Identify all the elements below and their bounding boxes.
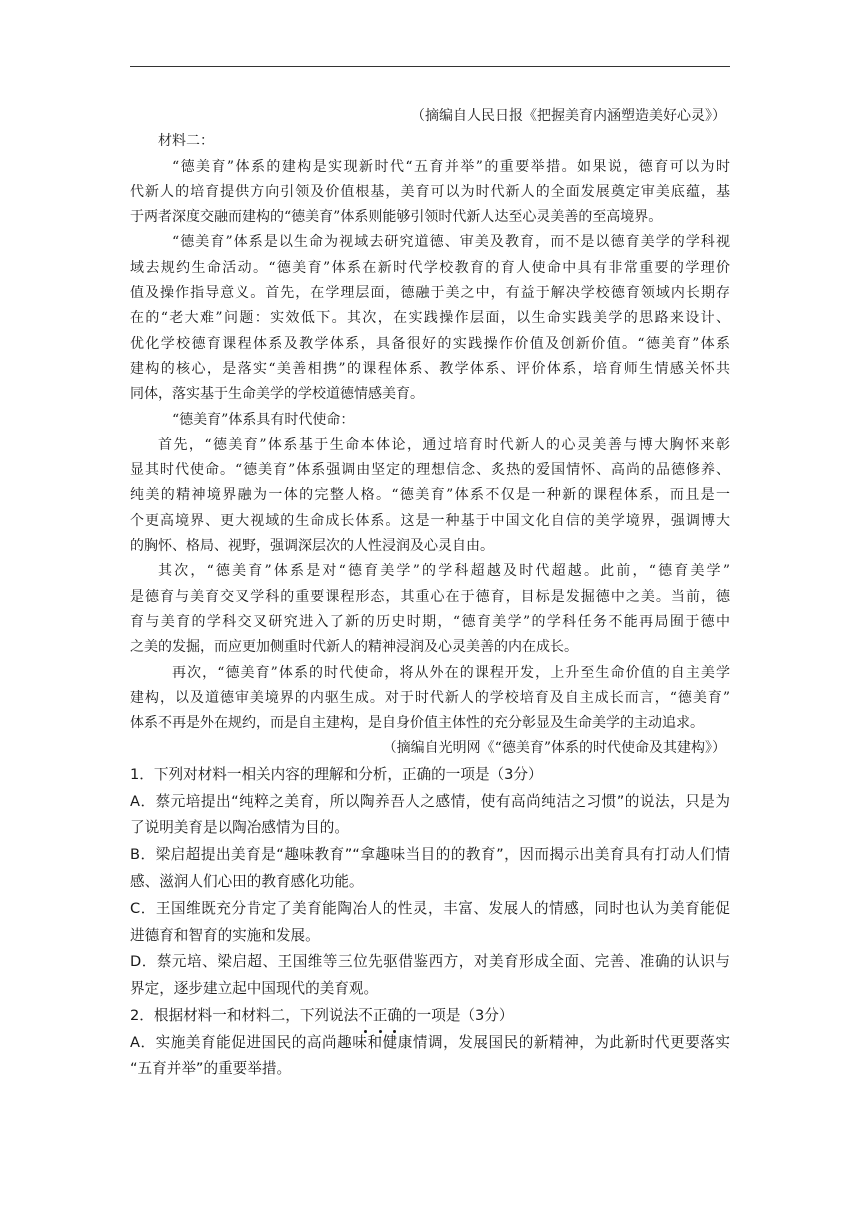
paragraph-line: 于两者深度交融而建构的“德美育”体系则能够引领时代新人达至心灵美善的至高境界。: [130, 209, 663, 226]
option-d-line: D．蔡元培、梁启超、王国维等三位先驱借鉴西方，对美育形成全面、完善、准确的认识与: [130, 953, 730, 971]
paragraph-line: 优化学校德育课程体系及教学体系，具备很好的实践操作价值及创新价值。“德美育”体系: [130, 335, 730, 352]
paragraph-line: 纯美的精神境界融为一体的完整人格。“德美育”体系不仅是一种新的课程体系，而且是一: [130, 487, 730, 504]
source-citation-2: （摘编自光明网《“德美育”体系的时代使命及其建构》）: [382, 740, 726, 757]
paragraph-1: [130, 155, 730, 231]
paragraph-line: 建构的核心，是落实“美善相携”的课程体系、教学体系、评价体系，培育师生情感关怀共: [130, 360, 730, 377]
paragraph-line: 其次，“德美育”体系是对“德育美学”的学科超越及时代超越。此前，“德育美学”: [158, 563, 730, 580]
emphasis-char: 确: [387, 1003, 402, 1030]
paragraph-line: 值及操作指导意义。首先，在学理层面，德融于美之中，有益于解决学校德育领域内长期存: [130, 285, 730, 302]
source-citation-1: （摘编自人民日报《把握美育内涵塑造美好心灵》）: [411, 108, 726, 124]
paragraph-line: 个更高境界、更大视域的生命成长体系。这是一种基于中国文化自信的美学境界，强调博大: [130, 512, 730, 529]
option-c-line: C．王国维既充分肯定了美育能陶冶人的性灵，丰富、发展人的情感，同时也认为美育能促: [130, 899, 730, 917]
paragraph-line: 育与美育的学科交叉研究进入了新的历史时期，“德育美学”的学科任务不能再局囿于德中: [130, 613, 730, 630]
paragraph-line: 体系不再是外在规约，而是自主建构，是自身价值主体性的充分彰显及生命美学的主动追求。: [130, 715, 704, 732]
emphasis-char: 正: [373, 1003, 388, 1030]
paragraph-line: “德美育”体系的建构是实现新时代“五育并举”的重要举措。如果说，德育可以为时: [172, 158, 730, 175]
paragraph-line: 是德育与美育交叉学科的重要课程形态，其重心在于德育，目标是发掘德中之美。当前，德: [130, 588, 730, 605]
paragraph-line: 域去规约生命活动。“德美育”体系在新时代学校教育的育人使命中具有非常重要的学理价: [130, 259, 730, 276]
paragraph-line: 显其时代使命。“德美育”体系强调由坚定的理想信念、炙热的爱国情怀、高尚的品德修养、: [130, 462, 730, 479]
option-b-line: B．梁启超提出美育是“趣味教育”“拿趣味当目的的教育”，因而揭示出美育具有打动人们情: [130, 846, 730, 864]
stem-text: 2．根据材料一和材料二，下列说法: [130, 1006, 359, 1024]
option-b-line: 感、滋润人们心田的教育感化功能。: [130, 872, 364, 890]
paragraph-line: 再次，“德美育”体系的时代使命，将从外在的课程开发，上升至生命价值的自主美学: [172, 664, 730, 681]
emphasis-char: 不: [358, 1003, 373, 1030]
paragraph-2: [130, 230, 730, 407]
paragraph-line: 在的“老大难”问题：实效低下。其次，在实践操作层面，以生命实践美学的思路来设计、: [130, 310, 730, 327]
paragraph-3-heading: “德美育”体系具有时代使命：: [172, 411, 355, 428]
top-rule: [130, 66, 730, 67]
option-d-line: 界定，逐步建立起中国现代的美育观。: [130, 980, 379, 998]
option-a-line: 了说明美育是以陶冶感情为目的。: [130, 819, 349, 837]
question-2: [130, 1003, 730, 1083]
paragraph-line: 代新人的培育提供方向引领及价值根基，美育可以为时代新人的全面发展奠定审美底蕴，基: [130, 183, 730, 200]
paragraph-4: [130, 433, 730, 559]
paragraph-line: 之美的发掘，而应更加侧重时代新人的精神浸润及心灵美善的内在成长。: [130, 639, 578, 656]
paragraph-line: 首先，“德美育”体系基于生命本体论，通过培育时代新人的心灵美善与博大胸怀来彰: [158, 436, 730, 453]
paragraph-line: 的胸怀、格局、视野，强调深层次的人性浸润及心灵自由。: [130, 538, 494, 555]
question-stem: [130, 1003, 730, 1030]
option-a-line: A．蔡元培提出“纯粹之美育，所以陶养吾人之感情，使有高尚纯洁之习惯”的说法，只是为: [130, 792, 730, 810]
material-2-heading: 材料二：: [158, 133, 214, 150]
question-stem: 1．下列对材料一相关内容的理解和分析，正确的一项是（3分）: [130, 765, 543, 783]
paragraph-5: [130, 559, 730, 660]
option-a-line: A．实施美育能促进国民的高尚趣味和健康情调，发展国民的新精神，为此新时代更要落实: [130, 1033, 730, 1051]
option-a-line: “五育并举”的重要举措。: [130, 1060, 292, 1078]
paragraph-6: [130, 661, 730, 737]
document-page: [130, 104, 730, 1083]
paragraph-line: 建构，以及道德审美境界的内驱生成。对于时代新人的学校培育及自主成长而言，“德美育”: [130, 689, 730, 706]
stem-text: 的一项是（3分）: [402, 1006, 514, 1024]
paragraph-line: “德美育”体系是以生命为视域去研究道德、审美及教育，而不是以德育美学的学科视: [172, 234, 730, 251]
option-c-line: 进德育和智育的实施和发展。: [130, 926, 320, 944]
paragraph-line: 同体，落实基于生命美学的学校道德情感美育。: [130, 386, 424, 403]
question-1: [130, 762, 730, 1003]
